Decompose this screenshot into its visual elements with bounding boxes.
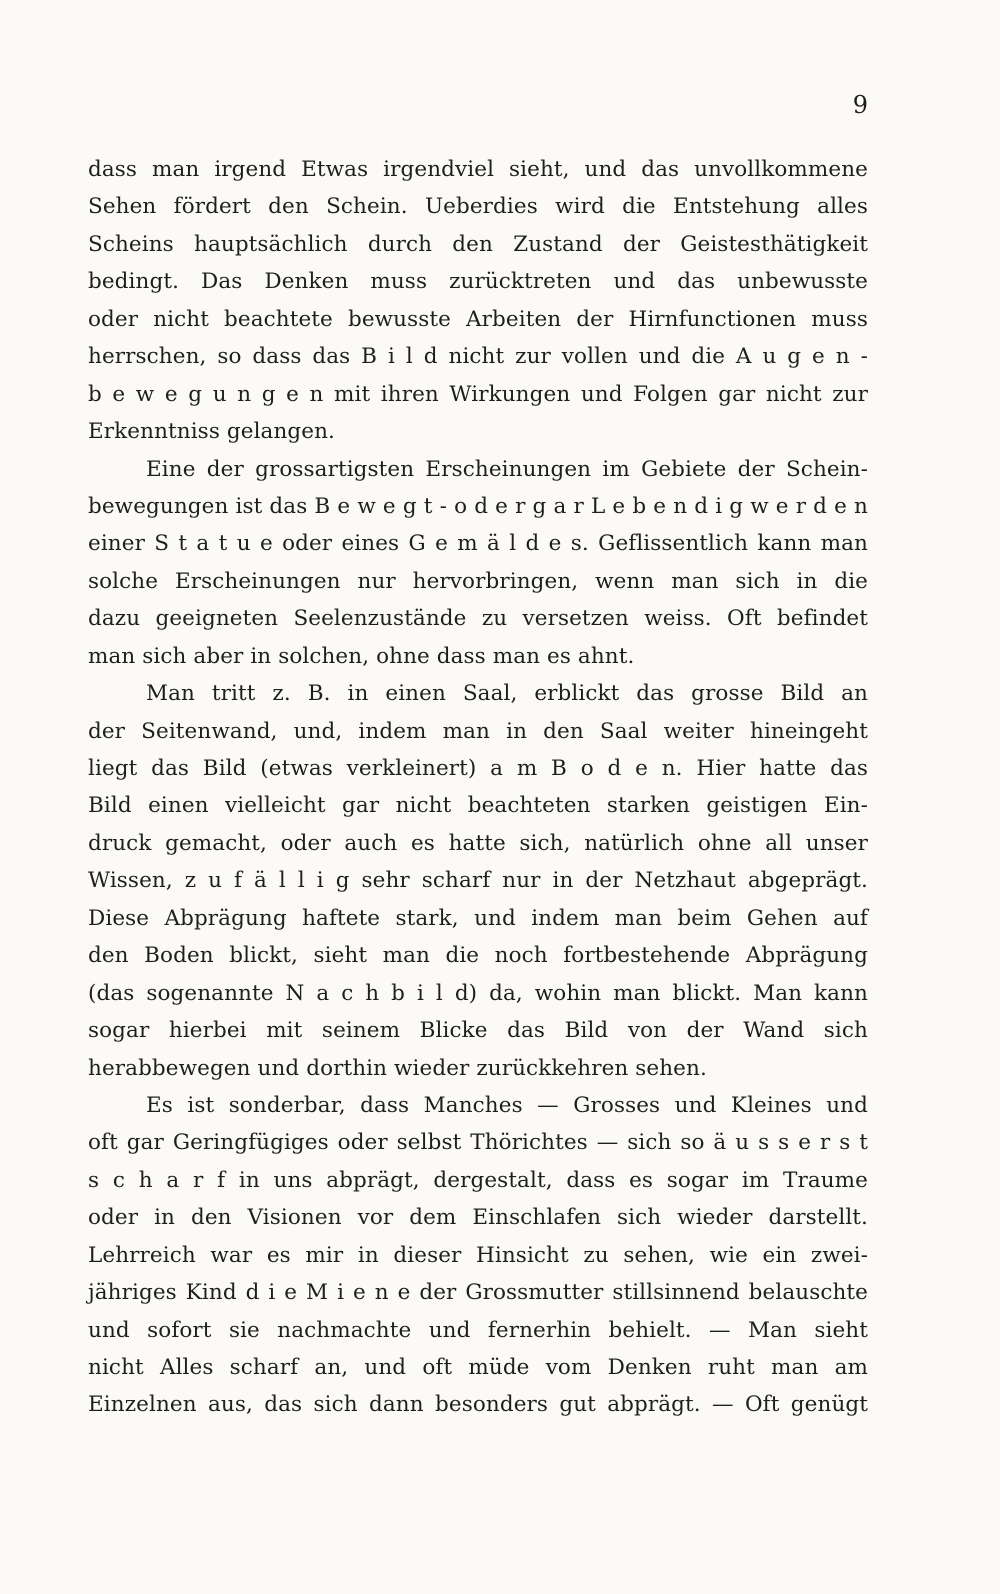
text-line: (das sogenannte N a c h b i l d) da, wohin man blickt. Man kann (88, 980, 868, 1006)
text-line: Wissen, z u f ä l l i g sehr scharf nur in der Netzhaut abgeprägt. (88, 868, 868, 894)
text-line: Diese Abprägung haftete stark, und indem man beim Gehen auf (88, 905, 868, 931)
text-line: herrschen, so dass das B i l d nicht zur vollen und die A u g e n - (88, 344, 868, 370)
text-line: s c h a r f in uns abprägt, dergestalt, dass es sogar im Traume (88, 1167, 868, 1193)
text-line: nicht Alles scharf an, und oft müde vom Denken ruht man am (88, 1355, 868, 1380)
text-line: oft gar Geringfügiges oder selbst Thörichtes — sich so ä u s s e r s t (88, 1130, 868, 1156)
text-line: Erkenntniss gelangen. (88, 419, 335, 445)
text-line: und sofort sie nachmachte und fernerhin behielt. — Man sieht (88, 1317, 868, 1343)
text-line: solche Erscheinungen nur hervorbringen, wenn man sich in die (88, 568, 868, 594)
text-line: Lehrreich war es mir in dieser Hinsicht zu sehen, wie ein zwei- (88, 1242, 868, 1268)
text-line: herabbewegen und dorthin wieder zurückkehren sehen. (88, 1055, 707, 1081)
body-text (88, 151, 868, 1424)
text-line: bedingt. Das Denken muss zurücktreten und das unbewusste (88, 269, 868, 295)
text-line: jähriges Kind d i e M i e n e der Grossmutter stillsinnend belauschte (88, 1280, 868, 1306)
text-line: Scheins hauptsächlich durch den Zustand der Geistesthätigkeit (88, 231, 868, 257)
text-line: dazu geeigneten Seelenzustände zu versetzen weiss. Oft befindet (88, 606, 868, 632)
text-line: druck gemacht, oder auch es hatte sich, natürlich ohne all unser (88, 830, 868, 856)
text-line: Es ist sonderbar, dass Manches — Grosses und Kleines und (146, 1092, 868, 1118)
text-line: bewegungen ist das B e w e g t - o d e r g a r L e b e n d i g w e r d e n (88, 493, 868, 519)
text-line: Bild einen vielleicht gar nicht beachteten starken geistigen Ein- (88, 793, 868, 819)
page-number: 9 (852, 91, 868, 119)
text-line: man sich aber in solchen, ohne dass man es ahnt. (88, 643, 635, 669)
text-line: den Boden blickt, sieht man die noch fortbestehende Abprägung (88, 943, 868, 969)
text-line: b e w e g u n g e n mit ihren Wirkungen und Folgen gar nicht zur (88, 381, 868, 407)
text-line: Sehen fördert den Schein. Ueberdies wird die Entstehung alles (88, 194, 868, 220)
text-line: oder in den Visionen vor dem Einschlafen sich wieder darstellt. (88, 1205, 868, 1231)
text-line: einer S t a t u e oder eines G e m ä l d e s. Geflissentlich kann man (88, 531, 868, 557)
text-line: Einzelnen aus, das sich dann besonders gut abprägt. — Oft genügt (88, 1392, 868, 1418)
text-line: dass man irgend Etwas irgendviel sieht, und das unvollkommene (88, 157, 868, 182)
text-line: Eine der grossartigsten Erscheinungen im Gebiete der Schein- (146, 456, 868, 482)
text-line: der Seitenwand, und, indem man in den Saal weiter hineingeht (88, 718, 868, 744)
text-line: sogar hierbei mit seinem Blicke das Bild von der Wand sich (88, 1018, 868, 1044)
text-line: Man tritt z. B. in einen Saal, erblickt das grosse Bild an (146, 681, 868, 707)
text-line: liegt das Bild (etwas verkleinert) a m B o d e n. Hier hatte das (88, 756, 868, 781)
text-line: oder nicht beachtete bewusste Arbeiten der Hirnfunctionen muss (88, 306, 868, 332)
